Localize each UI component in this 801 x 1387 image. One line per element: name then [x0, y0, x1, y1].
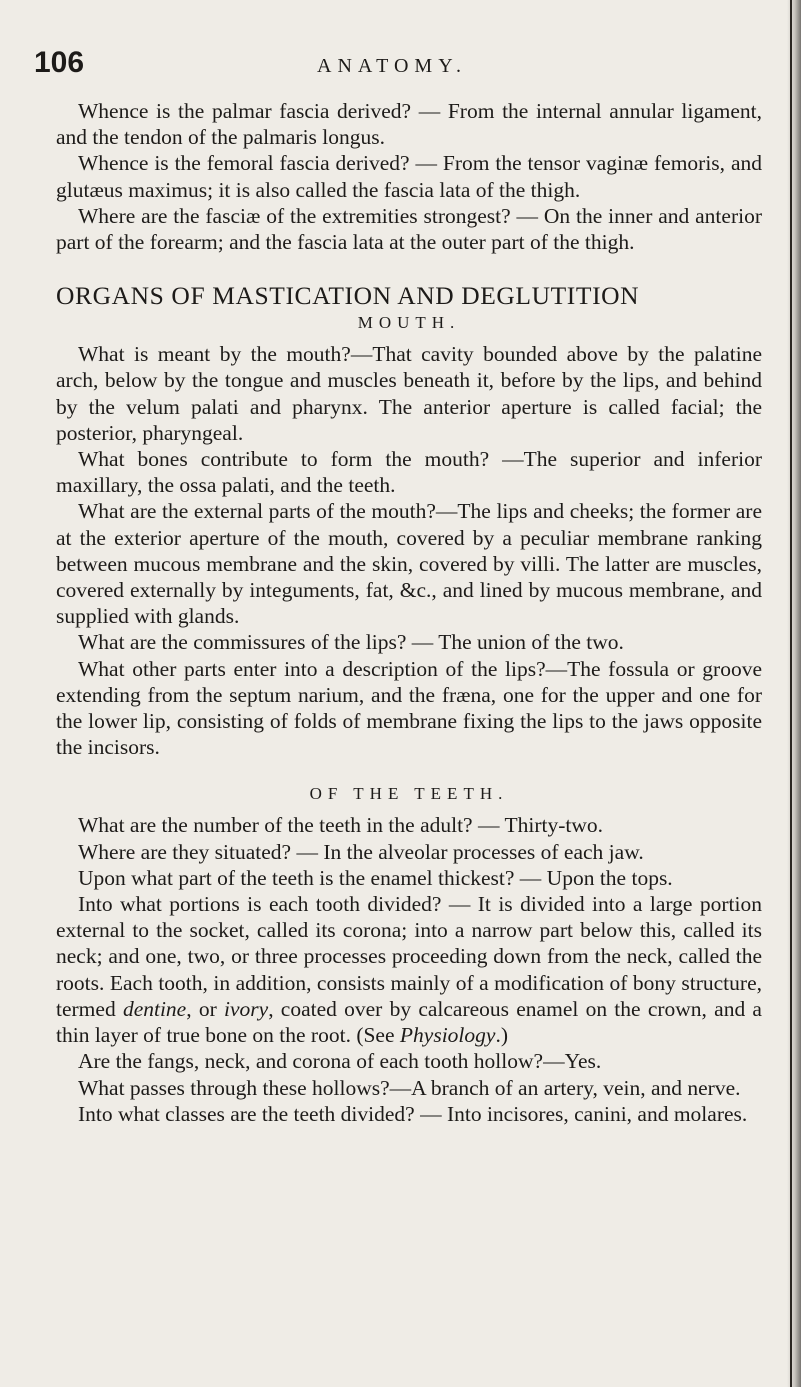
paragraph-mouth-5: What other parts enter into a description of the lips?—The fossula or groove extending from the septum narium, and the fræna, one for the upper and one for the lower lip, consisting of folds of membrane fixing the lips to the jaws opposite the incisors. [56, 656, 762, 760]
paragraph-fascia-3: Where are the fasciæ of the extremities strongest? — On the inner and anterior part of the forearm; and the fascia lata at the outer part of the thigh. [56, 203, 762, 255]
paragraph-fascia-1: Whence is the palmar fascia derived? — From the internal annular ligament, and the tendon of the palmaris longus. [56, 99, 762, 150]
paragraph-mouth-3: What are the external parts of the mouth?—The lips and cheeks; the former are at the exterior aperture of the mouth, covered by a peculiar membrane ranking between mucous membrane and the skin, covered by villi. The latter are muscles, covered externally by integuments, fat, &c., and lined by mucous membrane, and supplied with glands. [56, 499, 762, 629]
paragraph-fascia-2: Whence is the femoral fascia derived? — From the tensor vaginæ femoris, and glutæus maximus; it is also called the fascia lata of the thigh. [56, 151, 762, 202]
paragraph-teeth-7: Into what classes are the teeth divided? — Into incisores, canini, and molares. [78, 1101, 748, 1126]
teeth-4-text-c: .) [495, 1023, 508, 1048]
paragraph-mouth-2: What bones contribute to form the mouth? —The superior and inferior maxillary, the ossa palati, and the teeth. [56, 447, 762, 498]
teeth-4-text-a: Into what portions is each tooth divided? — It is divided into a large portion external to the socket, called its corona; into a narrow part below this, called its neck; and one, two, or three processes proceeding down from the neck, called the roots. Each tooth, in addition, consists mainly of a modification of bony structure, termed [56, 892, 762, 1021]
teeth-4-text-b: , coated over by calcareous enamel on the crown, and a thin layer of true bone on the root. (See [56, 996, 762, 1048]
term-dentine: dentine [122, 996, 187, 1021]
paragraph-mouth-4: What are the commissures of the lips? — The union of the two. [78, 630, 624, 655]
paragraph-teeth-3: Upon what part of the teeth is the enamel thickest? — Upon the tops. [78, 865, 673, 890]
term-ivory: ivory [224, 996, 269, 1021]
section-heading: ORGANS OF MASTICATION AND DEGLUTITION [56, 281, 640, 311]
subsection-heading-mouth: MOUTH. [357, 313, 461, 333]
term-physiology: Physiology [399, 1023, 496, 1048]
running-head: ANATOMY. [317, 55, 468, 77]
subsection-heading-teeth: OF THE TEETH. [309, 784, 509, 804]
teeth-4-text-or: , or [186, 996, 224, 1021]
paragraph-teeth-5: Are the fangs, neck, and corona of each tooth hollow?—Yes. [78, 1049, 602, 1074]
body-text [56, 98, 762, 1127]
paragraph-mouth-1: What is meant by the mouth?—That cavity bounded above by the palatine arch, below by the tongue and muscles beneath it, before by the lips, and behind by the velum palati and pharynx. The anterior aperture is called facial; the posterior, pharyngeal. [56, 342, 762, 445]
page-number: 106 [34, 46, 85, 79]
paragraph-teeth-6: What passes through these hollows?—A branch of an artery, vein, and nerve. [78, 1075, 741, 1100]
page-edge-line [790, 0, 792, 1387]
paragraph-teeth-4 [56, 891, 762, 1048]
paragraph-teeth-1: What are the number of the teeth in the adult? — Thirty-two. [78, 813, 603, 838]
paragraph-teeth-2: Where are they situated? — In the alveolar processes of each jaw. [78, 839, 644, 864]
